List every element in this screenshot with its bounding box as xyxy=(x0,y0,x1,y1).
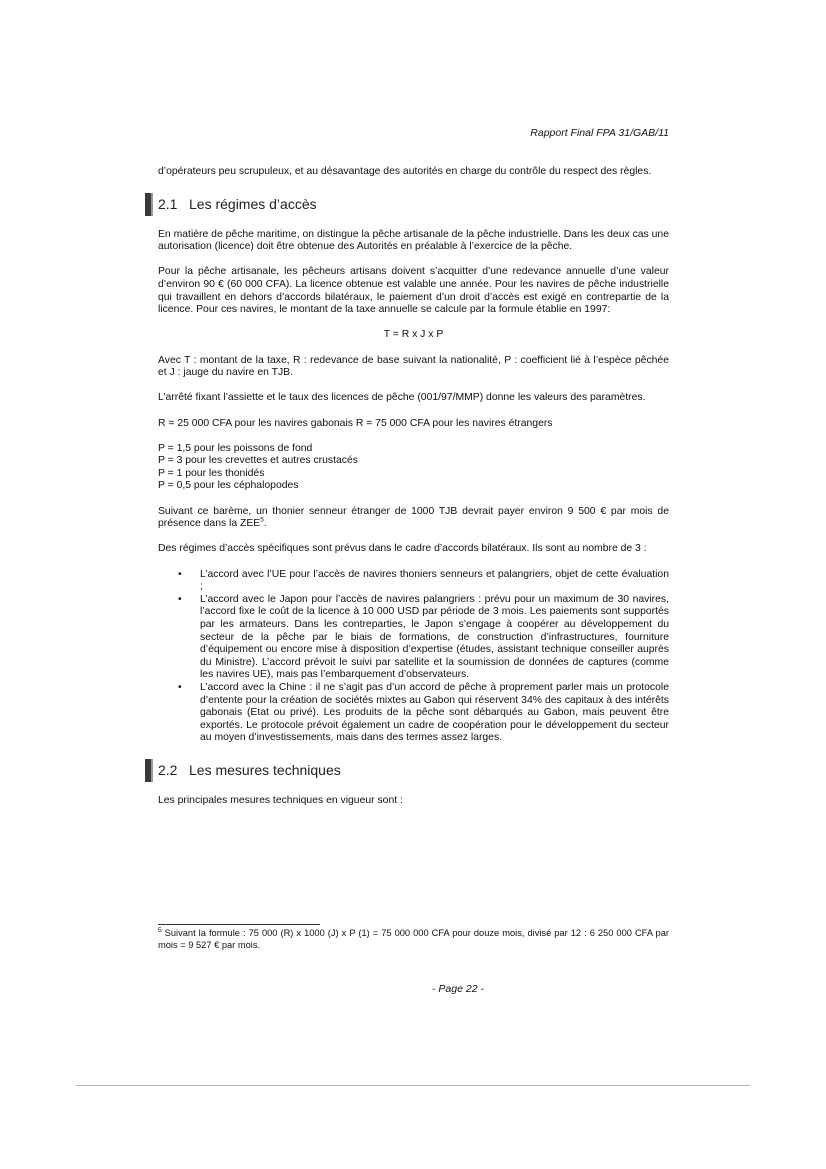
coefficient-item: P = 1 pour les thonidés xyxy=(158,467,265,479)
section-title: Les régimes d’accès xyxy=(189,195,317,212)
coefficient-list xyxy=(158,443,669,493)
page-content xyxy=(158,166,669,820)
coefficient-item: P = 3 pour les crevettes et autres crustacés xyxy=(158,455,358,467)
footnote-text: Suivant la formule : 75 000 (R) x 1000 (J) x P (1) = 75 000 000 CFA pour douze mois, divisé par 12 : 6 250 000 CFA par mois = 9 527 € par mois. xyxy=(158,928,669,950)
section-title: Les mesures techniques xyxy=(189,761,341,778)
bullet-icon: • xyxy=(178,568,182,580)
list-item-text: L’accord avec la Chine : il ne s’agit pas d’un accord de pêche à proprement parler mais un protocole d’entente pour la création de sociétés mixtes au Gabon qui réservent 34% des capitaux à des intérêts gabonais (Etat ou privé). Les produits de la pêche sont débarqués au Gabon, mais peuvent être exportés. Le protocole prévoit également un cadre de coopération pour le développement du secteur au moyen d’investissements, mais dans des termes assez larges. xyxy=(200,681,669,744)
paragraph-4: L’arrêté fixant l’assiette et le taux des licences de pêche (001/97/MMP) donne les valeurs des paramètres. xyxy=(158,392,646,404)
list-item-text: L’accord avec l’UE pour l’accès de navires thoniers senneurs et palangriers, objet de cette évaluation ; xyxy=(200,568,669,593)
running-header: Rapport Final FPA 31/GAB/11 xyxy=(530,127,669,139)
section-heading-2-2 xyxy=(145,759,669,781)
footnote-mark: 5 xyxy=(158,926,162,934)
footnote xyxy=(158,928,669,951)
paragraph-7: Des régimes d’accès spécifiques sont prévus dans le cadre d’accords bilatéraux. Ils sont au nombre de 3 : xyxy=(158,543,647,555)
formula: T = R x J x P xyxy=(383,329,444,341)
paragraph-6-text: Suivant ce barème, un thonier senneur étranger de 1000 TJB devrait payer environ 9 500 € par mois de présence dans la ZEE xyxy=(158,505,669,530)
paragraph-6-end: . xyxy=(263,518,267,530)
heading-bar-accent-icon xyxy=(151,193,153,216)
footnote-separator xyxy=(158,924,320,925)
paragraph-5: R = 25 000 CFA pour les navires gabonais R = 75 000 CFA pour les navires étrangers xyxy=(158,417,553,429)
list-item-text: L’accord avec le Japon pour l’accès de navires palangriers : prévu pour un maximum de 30 navires, l’accord fixe le coût de la licence à 10 000 USD par période de 3 mois. Les paiements sont supportés par les armateurs. Dans les contreparties, le Japon s’engage à coopérer au développement du secteur de la pêche par le biais de formations, de construction d’infrastructures, fourniture d’équipement ou encore mise à disposition d’expertise (études, assistant technique conseiller auprès du Ministre). L’accord prévoit le suivi par satellite et la soumission de données de captures (comme les navires UE), mais pas l’embarquement d’observateurs. xyxy=(200,593,669,681)
paragraph-6 xyxy=(158,506,669,531)
paragraph-2: Pour la pêche artisanale, les pêcheurs artisans doivent s’acquitter d’une redevance annuelle d’une valeur d’environ 90 € (60 000 CFA). La licence obtenue est valable une année. Pour les navires de pêche industrielle qui travaillent en dehors d’accords bilatéraux, le paiement d’un droit d’accès est exigé en contrepartie de la licence. Pour ces navires, le montant de la taxe annuelle se calcule par la formule établie en 1997: xyxy=(158,266,669,316)
agreements-list xyxy=(158,569,669,745)
footnote-reference[interactable]: 5 xyxy=(260,516,264,524)
section-number: 2.2 xyxy=(158,761,178,778)
coefficient-item: P = 0,5 pour les céphalopodes xyxy=(158,480,299,492)
page-bottom-divider xyxy=(76,1085,750,1086)
list-item xyxy=(158,569,669,594)
intro-paragraph: d’opérateurs peu scrupuleux, et au désavantage des autorités en charge du contrôle du respect des règles. xyxy=(158,166,652,177)
paragraph-1: En matière de pêche maritime, on distingue la pêche artisanale de la pêche industrielle. Dans les deux cas une autorisation (licence) doit être obtenue des Autorités en préalable à l’exercice de la pêche. xyxy=(158,228,669,253)
list-item xyxy=(158,682,669,745)
section-heading-2-1 xyxy=(145,193,669,215)
paragraph-8: Les principales mesures techniques en vigueur sont : xyxy=(158,794,403,806)
bullet-icon: • xyxy=(178,681,182,693)
section-number: 2.1 xyxy=(158,195,178,212)
coefficient-item: P = 1,5 pour les poissons de fond xyxy=(158,442,313,454)
page-number: - Page 22 - xyxy=(432,983,484,995)
list-item xyxy=(158,594,669,682)
heading-bar-accent-icon xyxy=(151,759,153,782)
paragraph-3: Avec T : montant de la taxe, R : redevance de base suivant la nationalité, P : coefficient lié à l’espèce pêchée et J : jauge du navire en TJB. xyxy=(158,354,669,379)
bullet-icon: • xyxy=(178,593,182,605)
